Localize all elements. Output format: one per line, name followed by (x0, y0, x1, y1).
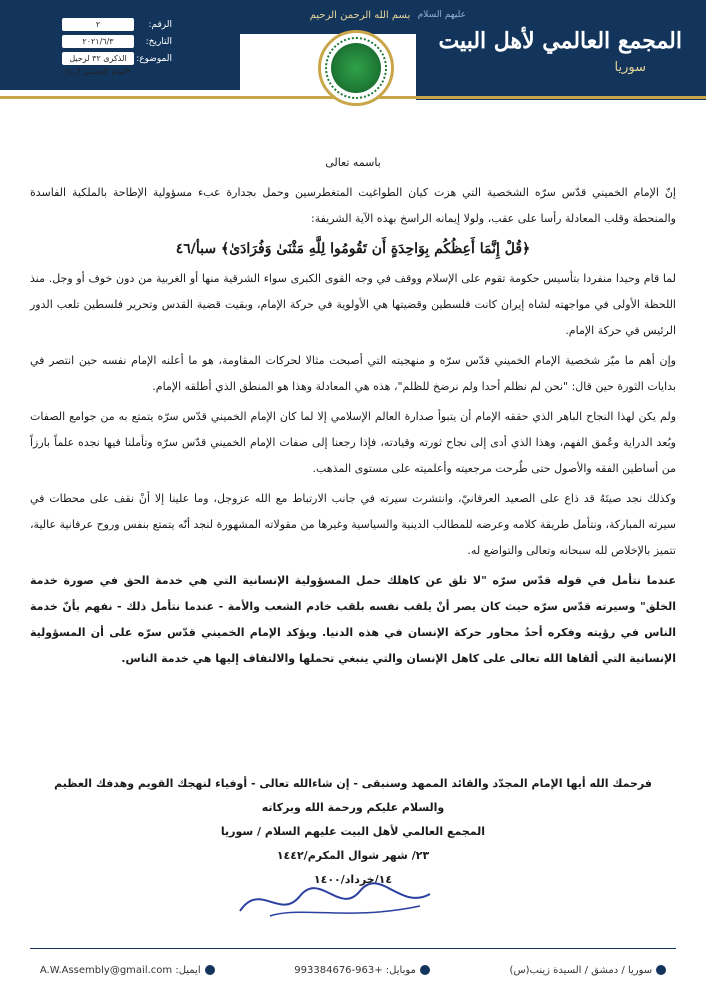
subject-value: الذكرى ٣٢ لرحيل الإمام الخميني (ره) (62, 52, 134, 65)
paragraph-5: وكذلك نجد صيتَهُ قد ذاع على الصعيد العرفانيّ، وانتشرت سيرته في جانب الارتباط مع الله عزوجل، وما علينا إلا أنْ نقف على محطات في سيرته المباركة، ونتأمل طريقة كلامه وعرضه للمطالب الدينية والسياسية وغيرها من مقولاته المشهورة لنجد أنّه يتمتع بنفس وروح عرفانية عالية، تتميز بالإخلاص لله سبحانه وتعالى والتواضع له. (30, 492, 676, 557)
emblem-core (331, 43, 381, 93)
meta-number-row (62, 18, 172, 31)
date-value: ٢٠٢١/٦/٣ (62, 35, 134, 48)
org-name: المجمع العالمي لأهل البيت (438, 28, 682, 54)
closing-line-1: فرحمك الله أيها الإمام المجدّد والقائد الممهد وسنبقى - إن شاءالله تعالى - أوفياء لنهجك القويم وهدفك العظيم (54, 777, 652, 790)
email-icon (205, 965, 215, 975)
closing-line-2: والسلام عليكم ورحمة الله وبركاته (261, 801, 445, 814)
date-label: التاريخ: (145, 36, 172, 47)
meta-subject-row (62, 52, 172, 76)
letter-footer (0, 955, 706, 985)
paragraph-2: لما قام وحيدا منفردا بتأسيس حكومة تقوم على الإسلام ووقف في وجه القوى الكبرى سواء الشرقية منها أو الغربية من دون خوف أو وجل. منذ اللحظة الأولى في مواجهته لشاه إيران كانت فلسطين وقضيتها هي الأولوية في حركة الإمام، وبقيت قضية القدس وتحرير فلسطين تلعب الدور الرئيس في حركة الإمام. (30, 272, 676, 337)
location-icon (656, 965, 666, 975)
paragraph-3: وإن أهم ما ميّز شخصية الإمام الخميني قدّس سرّه و منهجيته التي أصبحت مثالا لحركات المقاومة، هو ما أعلنه الإمام نفسه حين انتصر في بدايات الثورة حين قال: "نحن لم نظلم أحدا ولم نرضخ للظلم"، هذه هي المعادلة وهذا هو المنطق الذي أطلقه الإمام. (30, 354, 676, 393)
quran-verse: ﴿قُلْ إِنَّمَا أَعِظُكُم بِوَاحِدَةٍ أَن تَقُومُوا لِلَّهِ مَثْنَىٰ وَفُرَادَىٰ﴾ سبأ/٤٦ (175, 241, 531, 257)
letter-body (30, 150, 676, 676)
footer-mobile (294, 965, 430, 976)
meta-date-row (62, 35, 172, 48)
bismillah-calligraphy: بسم الله الرحمن الرحيم (309, 10, 411, 21)
paragraph-4: ولم يكن لهذا النجاح الباهر الذي حققه الإمام أن يتبوأ صدارة العالم الإسلامي إلا لما كان الإمام الخميني قدّس سرّه يتمتع به من جوامع الصفات وبُعد الدراية وعُمق الفهم، وهذا الذي أدى إلى نجاح ثورته وقيادته، فإذا رجعنا إلى صفات الإمام الخميني قدّس سرّه وتأملنا فيها نجده علماً بارزاً من أساطين الفقه والأصول حتى طُرحت مرجعيته وأعلميته على مستوى المذهب. (30, 410, 676, 475)
number-value: ٢ (62, 18, 134, 31)
footer-address (510, 965, 667, 976)
org-country: سوريا (614, 60, 646, 75)
letterhead (0, 0, 706, 118)
number-label: الرقم: (148, 19, 172, 30)
opening-line: باسمه تعالى (325, 156, 381, 169)
letter-closing (0, 772, 706, 892)
subject-label: الموضوع: (136, 53, 172, 64)
mobile-text: موبايل: +963-993384676 (294, 964, 416, 976)
handwritten-signature (230, 876, 450, 926)
address-text: سوريا / دمشق / السيدة زينب(س) (509, 964, 653, 976)
email-text: ايميل: A.W.Assembly@gmail.com (39, 964, 201, 976)
phone-icon (420, 965, 430, 975)
footer-divider (30, 948, 676, 949)
paragraph-1: إنّ الإمام الخميني قدّس سرّه الشخصية التي هزت كيان الطواغيت المتغطرسين وحمل بجدارة عبء مسؤولية الإطاحة بالملكية الفاسدة والمنحطة وقلب المعادلة رأسا على عقب، ولولا إيمانه الراسخ بهذه الآية الشريفة: (30, 186, 676, 225)
emblem-logo (318, 30, 394, 106)
footer-email (40, 965, 215, 976)
closing-line-4: ٢٣/ شهر شوال المكرم/١٤٤٢ (276, 849, 430, 862)
paragraph-6: عندما نتأمل في قوله قدّس سرّه "لا تلق عن كاهلك حمل المسؤولية الإنسانية التي هي خدمة الحق في صورة خدمة الخلق" وسيرته قدّس سرّه حيث كان يصر أنْ يلقب نفسه بلقب خادم الشعب والأمة - عندما نتأمل ذلك - نفهم بأنّ خدمة الناس في رؤيته وفكره أحدُ محاور حركة الإنسان في هذه الدنيا. ويؤكد الإمام الخميني قدّس سرّه على أن المسؤولية الإنسانية التي ألقاها الله تعالى على كاهل الإنسان والتي ينبغي تحملها والالتفاف إليها هي خدمة الناس. (30, 574, 676, 665)
closing-line-3: المجمع العالمي لأهل البيت عليهم السلام / سوريا (220, 825, 486, 838)
letter-meta (62, 18, 172, 76)
header-slogan: عليهم السلام (417, 10, 466, 20)
closing-line-5: ١٤/خرداد/١٤٠٠ (313, 873, 393, 886)
